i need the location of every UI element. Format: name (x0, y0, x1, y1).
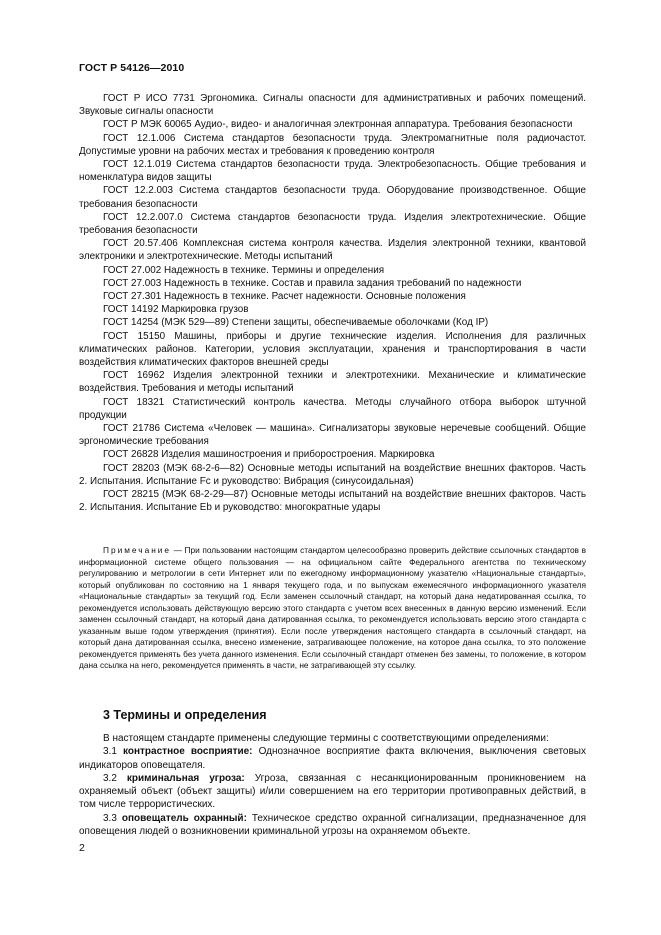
term-number: 3.3 (103, 812, 122, 824)
reference-item: ГОСТ 27.002 Надежность в технике. Термины и определения (103, 264, 385, 276)
reference-item: ГОСТ 12.2.003 Система стандартов безопасности труда. Оборудование производственное. Общие требования безопасности (79, 185, 586, 210)
references-note (79, 545, 586, 672)
note-paragraph (79, 545, 586, 672)
term-definition (79, 745, 586, 772)
reference-item: ГОСТ 14254 (МЭК 529—89) Степени защиты, обеспечиваемые оболочками (Код IP) (103, 317, 489, 329)
reference-item: ГОСТ 20.57.406 Комплексная система контроля качества. Изделия электронной техники, квантовой электроники и электротехнические. Методы испытаний (79, 238, 586, 263)
reference-item: ГОСТ 28215 (МЭК 68-2-29—87) Основные методы испытаний на воздействие внешних факторов. Часть 2. Испытания. Испытание Eb и руководство: многократные удары (79, 489, 586, 514)
section-intro: В настоящем стандарте применены следующие термины с соответствующими определениями: (103, 733, 549, 744)
term-name: контрастное восприятие: (123, 746, 253, 758)
note-label: Примечание (103, 545, 172, 555)
reference-item: ГОСТ 16962 Изделия электронной техники и электротехники. Механические и климатические воздействия. Требования и методы испытаний (79, 370, 586, 395)
term-text: Угроза, связанная с несанкционированным проникновением на охраняемый объект (объект защиты) и/или совершением на его территории противоправных действий, в том числе террористических. (79, 772, 586, 811)
note-text: — При пользовании настоящим стандартом целесообразно проверить действие ссылочных стандартов в информационной системе общего пользования — на официальном сайте Федерального агентства по техническому регулированию и метрологии в сети Интернет или по ежегодному информационному указателю «Национальные стандарты», который опубликован по состоянию на 1 января текущего года, и по выпускам ежемесячного информационного указателя «Национальные стандарты» за текущий год. Если заменен ссылочный стандарт, на который дана недатированная ссылка, то рекомендуется использовать действующую версию этого стандарта с учетом всех внесенных в данную версию изменений. Если заменен ссылочный стандарт, на который дана датированная ссылка, то рекомендуется использовать версию этого стандарта с указанным выше годом утверждения (принятия). Если после утверждения настоящего стандарта в ссылочный стандарт, на который дана датированная ссылка, внесено изменение, затрагивающее положение, на которое дана ссылка, то это положение рекомендуется применять без учета данного изменения. Если ссылочный стандарт отменен без замены, то положение, в котором дана ссылка на него, рекомендуется применять в части, не затрагивающей эту ссылку. (79, 545, 586, 670)
reference-item: ГОСТ 27.003 Надежность в технике. Состав и правила задания требований по надежности (103, 277, 522, 289)
term-number: 3.2 (103, 772, 127, 784)
reference-item: ГОСТ 28203 (МЭК 68-2-6—82) Основные методы испытаний на воздействие внешних факторов. Часть 2. Испытания. Испытание Fc и руководство: Вибрация (синусоидальная) (79, 462, 586, 487)
term-text: Техническое средство охранной сигнализации, предназначенное для оповещения людей о возникновении криминальной угрозы на охраняемом объекте. (79, 812, 586, 838)
reference-item: ГОСТ 14192 Маркировка грузов (103, 304, 249, 316)
reference-item: ГОСТ 27.301 Надежность в технике. Расчет надежности. Основные положения (103, 291, 466, 303)
section-title: 3 Термины и определения (103, 708, 267, 722)
term-number: 3.1 (103, 746, 124, 758)
term-name: оповещатель охранный: (121, 812, 247, 824)
normative-references (79, 92, 586, 515)
reference-item: ГОСТ 12.2.007.0 Система стандартов безопасности труда. Изделия электротехнические. Общие требования безопасности (79, 211, 586, 237)
page-number: 2 (79, 842, 85, 854)
term-name: криминальная угроза: (126, 772, 245, 784)
reference-item: ГОСТ 18321 Статистический контроль качества. Методы случайного отбора выборок штучной продукции (79, 396, 586, 421)
term-definition (79, 812, 586, 839)
reference-item: ГОСТ 26828 Изделия машиностроения и приборостроения. Маркировка (103, 449, 435, 461)
reference-item: ГОСТ 12.1.006 Система стандартов безопасности труда. Электромагнитные поля радиочастот. Допустимые уровни на рабочих местах и требования к проведению контроля (79, 132, 586, 157)
document-header: ГОСТ Р 54126—2010 (79, 62, 185, 74)
terms-section (79, 732, 586, 838)
reference-item: ГОСТ 15150 Машины, приборы и другие технические изделия. Исполнения для различных климатических районов. Категории, условия эксплуатации, хранения и транспортирования в части воздействия климатических факторов внешней среды (79, 330, 586, 369)
reference-item: ГОСТ Р МЭК 60065 Аудио-, видео- и аналогичная электронная аппаратура. Требования безопасности (103, 119, 573, 131)
term-definition (79, 772, 586, 812)
reference-item: ГОСТ 12.1.019 Система стандартов безопасности труда. Электробезопасность. Общие требования и номенклатура видов защиты (79, 159, 586, 184)
term-text: Однозначное восприятие факта включения, выключения световых индикаторов оповещателя. (79, 746, 586, 771)
reference-item: ГОСТ Р ИСО 7731 Эргономика. Сигналы опасности для административных и рабочих помещений. Звуковые сигналы опасности (79, 93, 586, 118)
reference-item: ГОСТ 21786 Система «Человек — машина». Сигнализаторы звуковые неречевые сообщений. Общие эргономические требования (79, 423, 586, 448)
